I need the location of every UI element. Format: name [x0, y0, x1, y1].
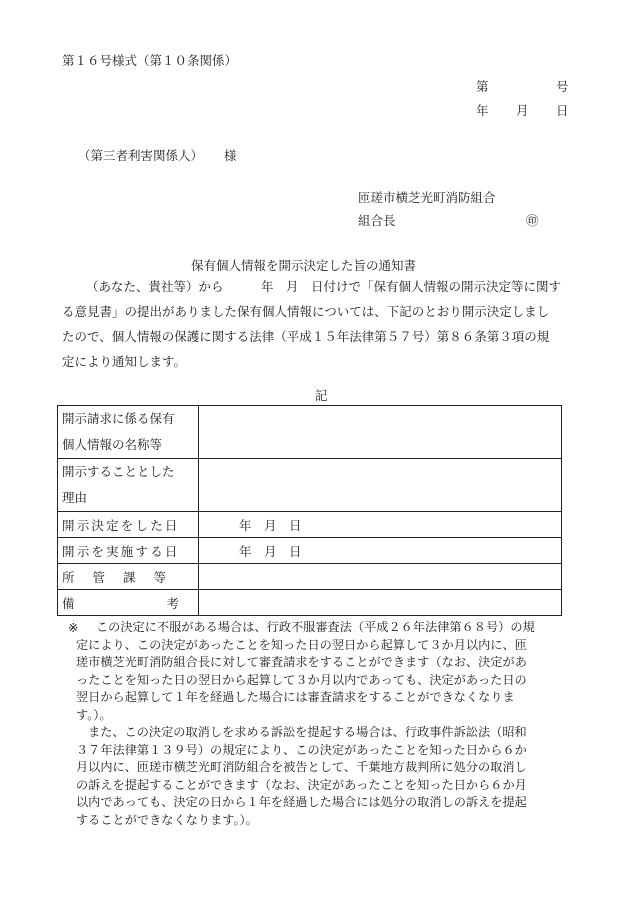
body-line: 定により通知します。: [62, 354, 187, 369]
decision-date-value: 年 月 日: [199, 512, 562, 538]
table-row: [58, 459, 562, 512]
addressee-honorific: 様: [224, 148, 237, 163]
note-line: することができなくなります。）。: [76, 812, 258, 827]
note-line: また、この決定の取消しを求める訴訟を提起する場合は、行政事件訴訟法（昭和: [88, 725, 527, 739]
body-paragraph: [62, 274, 582, 374]
note-line: の訴えを提起することができます（なお、決定があったことを知った日から６か月: [76, 777, 527, 792]
note-line: ３７年法律第１３９号）の規定により、この決定があったことを知った日から６か: [76, 742, 527, 757]
table-row: [58, 512, 562, 538]
row-value-department: [199, 564, 562, 590]
note-line: ったことを知った日の翌日から起算して３か月以内であっても、決定があった日の: [76, 672, 527, 687]
doc-no-suffix: 号: [556, 79, 569, 94]
addressee-party: （第三者利害関係人）: [78, 148, 204, 163]
note-line: 以内であっても、決定の日から１年を経過した場合には処分の取消しの訴えを提起: [76, 795, 527, 809]
date-year: 年: [476, 103, 489, 118]
note-line: 定により、この決定があったことを知った日の翌日から起算して３か月以内に、匝: [76, 637, 527, 652]
doc-no-prefix: 第: [476, 79, 489, 94]
row-label-department: 所管課等: [58, 564, 199, 590]
note-mark: ※: [68, 620, 79, 635]
body-line: （あなた、貴社等）から 年 月 日付けで「保有個人情報の開示決定等に関す: [86, 279, 562, 294]
row-value-info-name: [199, 406, 562, 459]
row-label-disclosure-date: 開示を実施する日: [58, 538, 199, 564]
table-row: [58, 406, 562, 459]
table-row: [58, 538, 562, 564]
notes-block: [76, 619, 594, 829]
note-line: す。）。: [76, 707, 112, 722]
record-table: [57, 405, 562, 616]
sender-org: 匝瑳市横芝光町消防組合: [358, 190, 496, 205]
seal-mark: ㊞: [526, 213, 539, 228]
date-month: 月: [516, 103, 529, 118]
note-line: 月以内に、匝瑳市横芝光町消防組合を被告として、千葉地方裁判所に処分の取消し: [76, 760, 527, 774]
body-line: たので、個人情報の保護に関する法律（平成１５年法律第５７号）第８６条第３項の規: [62, 329, 550, 344]
disclosure-date-value: 年 月 日: [199, 538, 562, 564]
row-label-decision-date: 開示決定をした日: [58, 512, 199, 538]
notice-title: 保有個人情報を開示決定した旨の通知書: [191, 258, 417, 273]
note-line: 瑳市横芝光町消防組合長に対して審査請求をすることができます（なお、決定があ: [76, 655, 527, 669]
body-line: る意見書」の提出がありました保有個人情報については、下記のとおり開示決定しまし: [62, 304, 550, 319]
row-label-info-name: 開示請求に係る保有 個人情報の名称等: [58, 406, 199, 459]
table-row: [58, 564, 562, 590]
row-label-remarks: 備考: [58, 590, 199, 616]
row-value-reason: [199, 459, 562, 512]
note-line: この決定に不服がある場合は、行政不服審査法（平成２６年法律第６８号）の規: [96, 620, 535, 634]
note-line: 翌日から起算して１年を経過した場合には審査請求をすることができなくなりま: [76, 690, 515, 704]
date-day: 日: [556, 103, 569, 118]
sender-title: 組合長: [358, 213, 396, 228]
table-row: [58, 590, 562, 616]
row-label-reason: 開示することとした 理由: [58, 459, 199, 512]
ki-heading: 記: [315, 388, 328, 403]
form-number: 第１６号様式（第１０条関係）: [62, 53, 238, 68]
